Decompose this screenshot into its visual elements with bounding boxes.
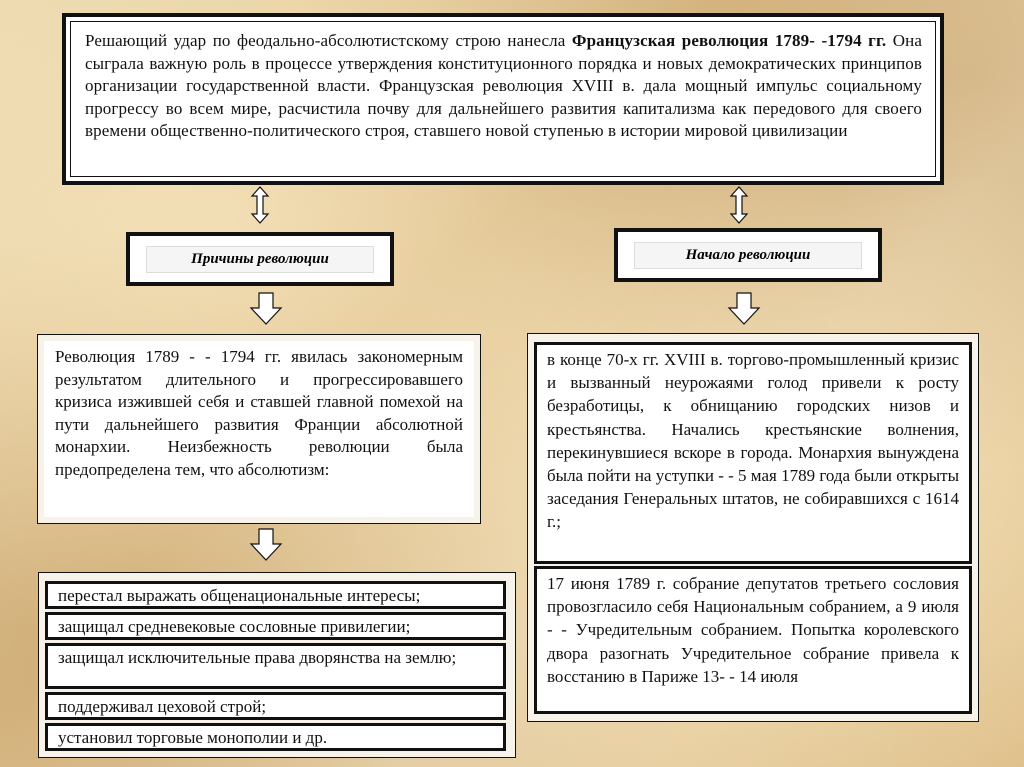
list-item: перестал выражать общенациональные интересы; xyxy=(45,581,506,609)
intro-text-part2: Она сыграла важную роль в процессе утверждения конституционного порядка и новых демократических принципов организации государственной власти. Французская революция XVIII в. дала мощный импульс социальному прогрессу во всем мире, расчистила почву для дальнейшего развития капитализма как передового для своего времени общественно-политического строя, ставшего новой ступенью в истории мировой цивилизации xyxy=(85,31,922,141)
intro-text-part1: Решающий удар по феодально-абсолютистскому строю нанесла xyxy=(85,31,572,50)
heading-start-label: Начало революции xyxy=(634,242,862,269)
start-paragraph-2 xyxy=(534,566,972,714)
intro-text xyxy=(85,30,922,143)
heading-causes-label: Причины революции xyxy=(146,246,374,273)
start-text-2: 17 июня 1789 г. собрание депутатов третьего сословия провозгласило себя Национальным собранием, а 9 июля - - Учредительным собранием. Попытка королевского двора разогнать Учредительное собрание привела к восстанию в Париже 13- - 14 июля xyxy=(547,574,959,686)
intro-box xyxy=(62,13,944,185)
absolutism-list xyxy=(38,572,516,758)
start-box xyxy=(527,333,979,722)
heading-start xyxy=(614,228,882,282)
list-item: поддерживал цеховой строй; xyxy=(45,692,506,720)
heading-causes xyxy=(126,232,394,286)
list-item: установил торговые монополии и др. xyxy=(45,723,506,751)
intro-inner-frame xyxy=(70,21,936,177)
causes-box xyxy=(37,334,481,524)
list-item: защищал исключительные права дворянства на землю; xyxy=(45,643,506,689)
down-arrow-causes-icon xyxy=(249,292,283,326)
down-arrow-list-icon xyxy=(249,528,283,562)
start-paragraph-1 xyxy=(534,342,972,564)
causes-text: Революция 1789 - - 1794 гг. явилась закономерным результатом длительного и прогрессировавшего кризиса изжившей себя и ставшей главной помехой на пути дальнейшего развития Франции абсолютной монархии. Неизбежность революции была предопределена тем, что абсолютизм: xyxy=(55,347,463,479)
list-item: защищал средневековые сословные привилегии; xyxy=(45,612,506,640)
causes-inner xyxy=(44,341,474,517)
start-text-1: в конце 70-х гг. XVIII в. торгово-промышленный кризис и вызванный неурожаями голод привели к росту безработицы, к обнищанию городских низов и крестьянства. Начались крестьянские волнения, перекинувшиеся вскоре в города. Монархия вынуждена была пойти на уступки - - 5 мая 1789 года были открыты заседания Генеральных штатов, не собиравшихся с 1614 г.; xyxy=(547,350,959,532)
double-arrow-right-icon xyxy=(729,186,749,224)
down-arrow-start-icon xyxy=(727,292,761,326)
double-arrow-left-icon xyxy=(250,186,270,224)
intro-text-bold: Французская революция 1789- -1794 гг. xyxy=(571,31,887,50)
